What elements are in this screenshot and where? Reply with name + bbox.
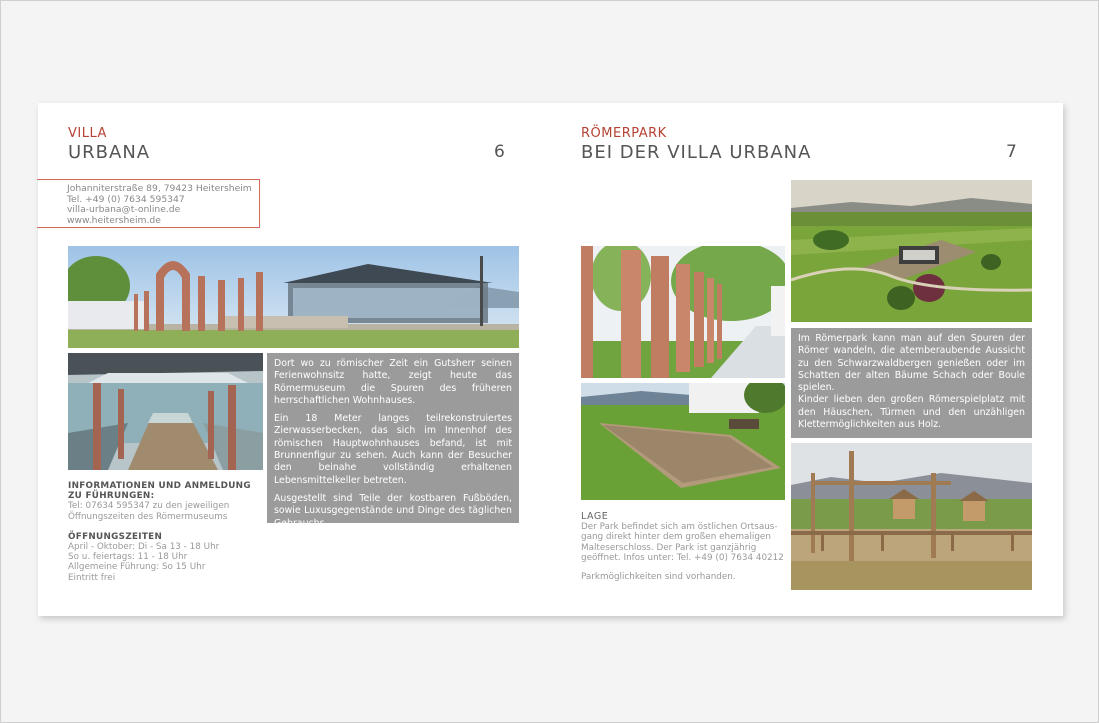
aerial-park-photo bbox=[791, 180, 1032, 322]
description-paragraph: Kinder lieben den großen Römerspielplatz mit den Häuschen, Türmen und den unzähligen Klettermöglichkeiten aus Holz. bbox=[798, 394, 1025, 431]
description-paragraph: Ein 18 Meter langes teilrekonstruiertes Zierwasserbecken, das sich im Innenhof des römischen Hauptwohnhauses befand, ist mit Brunnenfigur zu sehen. Auch kann der Besucher den beinahe vollständig erhaltenen Lebensmittelkeller betreten. bbox=[274, 413, 512, 486]
info-heading: INFORMATIONEN UND ANMELDUNG bbox=[68, 481, 251, 491]
location-block bbox=[581, 512, 791, 582]
location-heading: LAGE bbox=[581, 511, 609, 522]
colonnade-photo bbox=[581, 246, 785, 378]
contact-address: Johanniterstraße 89, 79423 Heitersheim bbox=[67, 183, 252, 194]
info-text: Tel: 07634 595347 zu den jeweiligen bbox=[68, 501, 230, 512]
parking-note: Parkmöglichkeiten sind vorhanden. bbox=[581, 572, 736, 583]
brochure-spread bbox=[38, 103, 1063, 616]
hours-line: April - Oktober: Di - Sa 13 - 18 Uhr bbox=[68, 542, 220, 553]
hours-line: Eintritt frei bbox=[68, 572, 116, 583]
description-paragraph: Ausgestellt sind Teile der kostbaren Fußböden, sowie Luxusgegenstände und Dinge des täglichen Gebrauchs. bbox=[274, 492, 512, 529]
info-text: Öffnungszeiten des Römermuseums bbox=[68, 511, 228, 522]
museum-photo bbox=[68, 246, 519, 348]
right-kicker: RÖMERPARK bbox=[581, 126, 667, 141]
location-line: Malteserschloss. Der Park ist ganzjährig bbox=[581, 542, 757, 553]
location-line: gang direkt hinter dem großen ehemaligen bbox=[581, 532, 771, 543]
hours-heading: ÖFFNUNGSZEITEN bbox=[68, 531, 163, 542]
playground-photo bbox=[791, 443, 1032, 590]
museum-description-box bbox=[267, 353, 519, 529]
info-block bbox=[68, 481, 268, 583]
right-page-number: 7 bbox=[1006, 142, 1017, 162]
hours-line: Allgemeine Führung: So 15 Uhr bbox=[68, 562, 206, 573]
description-paragraph: Dort wo zu römischer Zeit ein Gutsherr seinen Ferienwohnsitz hatte, zeigt heute das Römermuseum die Spuren des früheren herrschaftlichen Wohnhauses. bbox=[274, 358, 512, 406]
location-line: geöffnet. Infos unter: Tel. +49 (0) 7634 40212 bbox=[581, 552, 784, 563]
contact-phone: Tel. +49 (0) 7634 595347 bbox=[67, 193, 185, 205]
contact-box bbox=[37, 179, 260, 228]
hours-line: So u. feiertags: 11 - 18 Uhr bbox=[68, 552, 188, 563]
location-line: Der Park befindet sich am östlichen Ortsaus- bbox=[581, 522, 778, 533]
boule-court-photo bbox=[581, 383, 785, 500]
contact-email[interactable]: villa-urbana@t-online.de bbox=[67, 204, 181, 215]
park-description-box bbox=[791, 328, 1032, 438]
description-paragraph: Im Römerpark kann man auf den Spuren der Römer wandeln, die atemberaubende Aussicht zu den Schwarzwaldbergen genießen oder im Schatten der alten Bäume Schach oder Boule spielen. bbox=[798, 333, 1025, 394]
info-heading: ZU FÜHRUNGEN: bbox=[68, 491, 155, 502]
contact-web[interactable]: www.heitersheim.de bbox=[67, 214, 161, 226]
left-page-number: 6 bbox=[494, 142, 505, 162]
right-title: BEI DER VILLA URBANA bbox=[581, 142, 812, 163]
pool-hall-photo bbox=[68, 353, 263, 470]
left-kicker: VILLA bbox=[68, 126, 107, 141]
left-title: URBANA bbox=[68, 142, 151, 163]
